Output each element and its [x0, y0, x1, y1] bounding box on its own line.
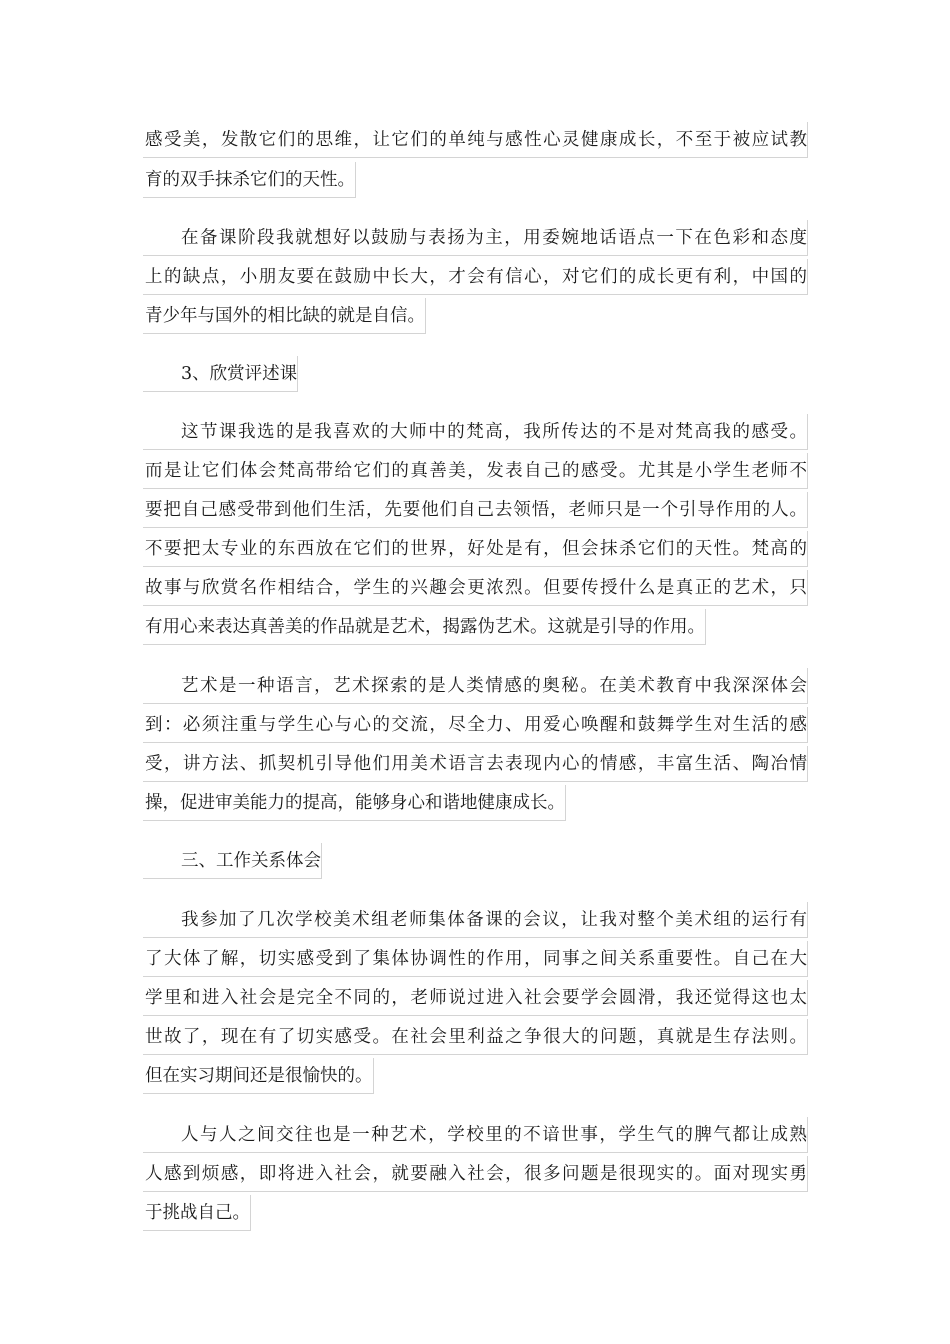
paragraph-line: 不要把太专业的东西放在它们的世界，好处是有，但会抹杀它们的天性。梵高的 — [143, 531, 808, 567]
paragraph-line: 而是让它们体会梵高带给它们的真善美，发表自己的感受。尤其是小学生老师不 — [143, 453, 808, 489]
section-heading: 三、工作关系体会 — [143, 843, 322, 879]
paragraph-line: 这节课我选的是我喜欢的大师中的梵高，我所传达的不是对梵高我的感受。 — [143, 414, 808, 450]
paragraph-line: 青少年与国外的相比缺的就是自信。 — [143, 298, 426, 334]
paragraph-line: 上的缺点，小朋友要在鼓励中长大，才会有信心，对它们的成长更有利，中国的 — [143, 259, 808, 295]
paragraph-line: 艺术是一种语言，艺术探索的是人类情感的奥秘。在美术教育中我深深体会 — [143, 668, 808, 704]
paragraph-line: 人感到烦感，即将进入社会，就要融入社会，很多问题是很现实的。面对现实勇 — [143, 1156, 808, 1192]
paragraph-line: 育的双手抹杀它们的天性。 — [143, 162, 356, 198]
paragraph-line: 人与人之间交往也是一种艺术，学校里的不谙世事，学生气的脾气都让成熟 — [143, 1117, 808, 1153]
paragraph-line: 但在实习期间还是很愉快的。 — [143, 1058, 374, 1094]
section-heading: 3、欣赏评述课 — [143, 356, 298, 392]
paragraph-line: 受，讲方法、抓契机引导他们用美术语言去表现内心的情感，丰富生活、陶冶情 — [143, 746, 808, 782]
paragraph-line: 操，促进审美能力的提高，能够身心和谐地健康成长。 — [143, 785, 566, 821]
paragraph-line: 于挑战自己。 — [143, 1195, 251, 1231]
paragraph-line: 故事与欣赏名作相结合，学生的兴趣会更浓烈。但要传授什么是真正的艺术，只 — [143, 570, 808, 606]
paragraph-line: 感受美，发散它们的思维，让它们的单纯与感性心灵健康成长，不至于被应试教 — [143, 122, 808, 158]
paragraph-line: 在备课阶段我就想好以鼓励与表扬为主，用委婉地话语点一下在色彩和态度 — [143, 220, 808, 256]
paragraph-line: 到：必须注重与学生心与心的交流，尽全力、用爱心唤醒和鼓舞学生对生活的感 — [143, 707, 808, 743]
paragraph-line: 我参加了几次学校美术组老师集体备课的会议，让我对整个美术组的运行有 — [143, 902, 808, 938]
paragraph-line: 学里和进入社会是完全不同的，老师说过进入社会要学会圆滑，我还觉得这也太 — [143, 980, 808, 1016]
paragraph-line: 要把自己感受带到他们生活，先要他们自己去领悟，老师只是一个引导作用的人。 — [143, 492, 808, 528]
paragraph-line: 了大体了解，切实感受到了集体协调性的作用，同事之间关系重要性。自己在大 — [143, 941, 808, 977]
paragraph-line: 世故了，现在有了切实感受。在社会里利益之争很大的问题，真就是生存法则。 — [143, 1019, 808, 1055]
paragraph-line: 有用心来表达真善美的作品就是艺术，揭露伪艺术。这就是引导的作用。 — [143, 609, 706, 645]
